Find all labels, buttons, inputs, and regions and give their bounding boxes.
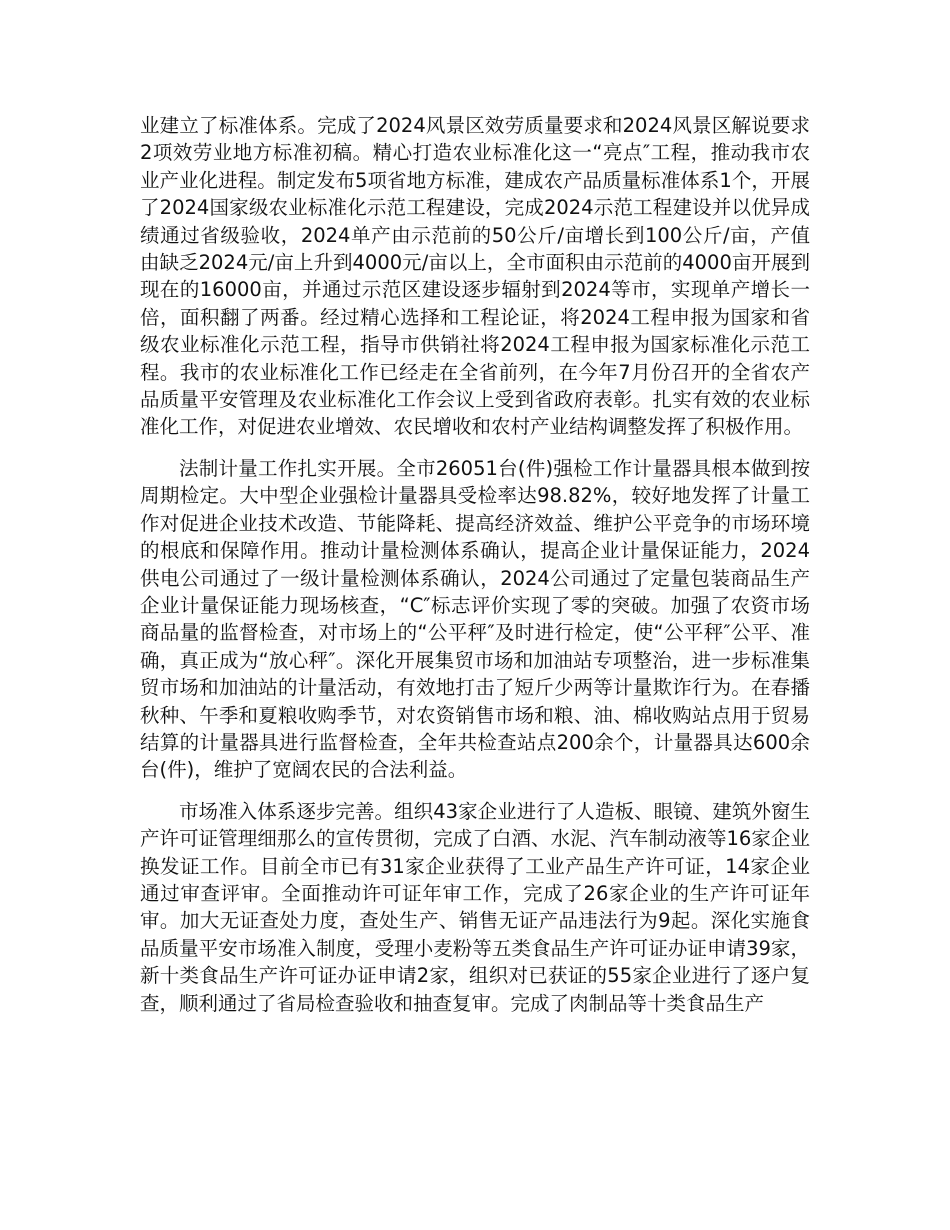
document-page [140,112,810,1031]
paragraph-agricultural-standardization: 业建立了标准体系。完成了2024风景区效劳质量要求和2024风景区解说要求2项效劳业地方标准初稿。精心打造农业标准化这一“亮点″工程，推动我市农业产业化进程。制定发布5项省地方标准，建成农产品质量标准体系1个，开展了2024国家级农业标准化示范工程建设，完成2024示范工程建设并以优异成绩通过省级验收，2024单产由示范前的50公斤/亩增长到100公斤/亩，产值由缺乏2024元/亩上升到4000元/亩以上，全市面积由示范前的4000亩开展到现在的16000亩，并通过示范区建设逐步辐射到2024等市，实现单产增长一倍，面积翻了两番。经过精心选择和工程论证，将2024工程申报为国家和省级农业标准化示范工程，指导市供销社将2024工程申报为国家标准化示范工程。我市的农业标准化工作已经走在全省前列，在今年7月份召开的全省农产品质量平安管理及农业标准化工作会议上受到省政府表彰。扎实有效的农业标准化工作，对促进农业增效、农民增收和农村产业结构调整发挥了积极作用。 [140,114,810,439]
paragraph-legal-metrology: 法制计量工作扎实开展。全市26051台(件)强检工作计量器具根本做到按周期检定。大中型企业强检计量器具受检率达98.82%，较好地发挥了计量工作对促进企业技术改造、节能降耗、提高经济效益、维护公平竞争的市场环境的根底和保障作用。推动计量检测体系确认，提高企业计量保证能力，2024供电公司通过了一级计量检测体系确认，2024公司通过了定量包装商品生产企业计量保证能力现场核查，“C″标志评价实现了零的突破。加强了农资市场商品量的监督检查，对市场上的“公平秤″及时进行检定，使“公平秤″公平、准确，真正成为“放心秤″。深化开展集贸市场和加油站专项整治，进一步标准集贸市场和加油站的计量活动，有效地打击了短斤少两等计量欺诈行为。在春播秋种、午季和夏粮收购季节，对农资销售市场和粮、油、棉收购站点用于贸易结算的计量器具进行监督检查，全年共检查站点200余个，计量器具达600余台(件)，维护了宽阔农民的合法利益。 [140,456,810,782]
paragraph-market-access: 市场准入体系逐步完善。组织43家企业进行了人造板、眼镜、建筑外窗生产许可证管理细那么的宣传贯彻，完成了白酒、水泥、汽车制动液等16家企业换发证工作。目前全市已有31家企业获得了工业产品生产许可证，14家企业通过审查评审。全面推动许可证年审工作，完成了26家企业的生产许可证年审。加大无证查处力度，查处生产、销售无证产品违法行为9起。深化实施食品质量平安市场准入制度，受理小麦粉等五类食品生产许可证办证申请39家，新十类食品生产许可证办证申请2家，组织对已获证的55家企业进行了逐户复查，顺利通过了省局检查验收和抽查复审。完成了肉制品等十类食品生产 [140,799,810,1015]
